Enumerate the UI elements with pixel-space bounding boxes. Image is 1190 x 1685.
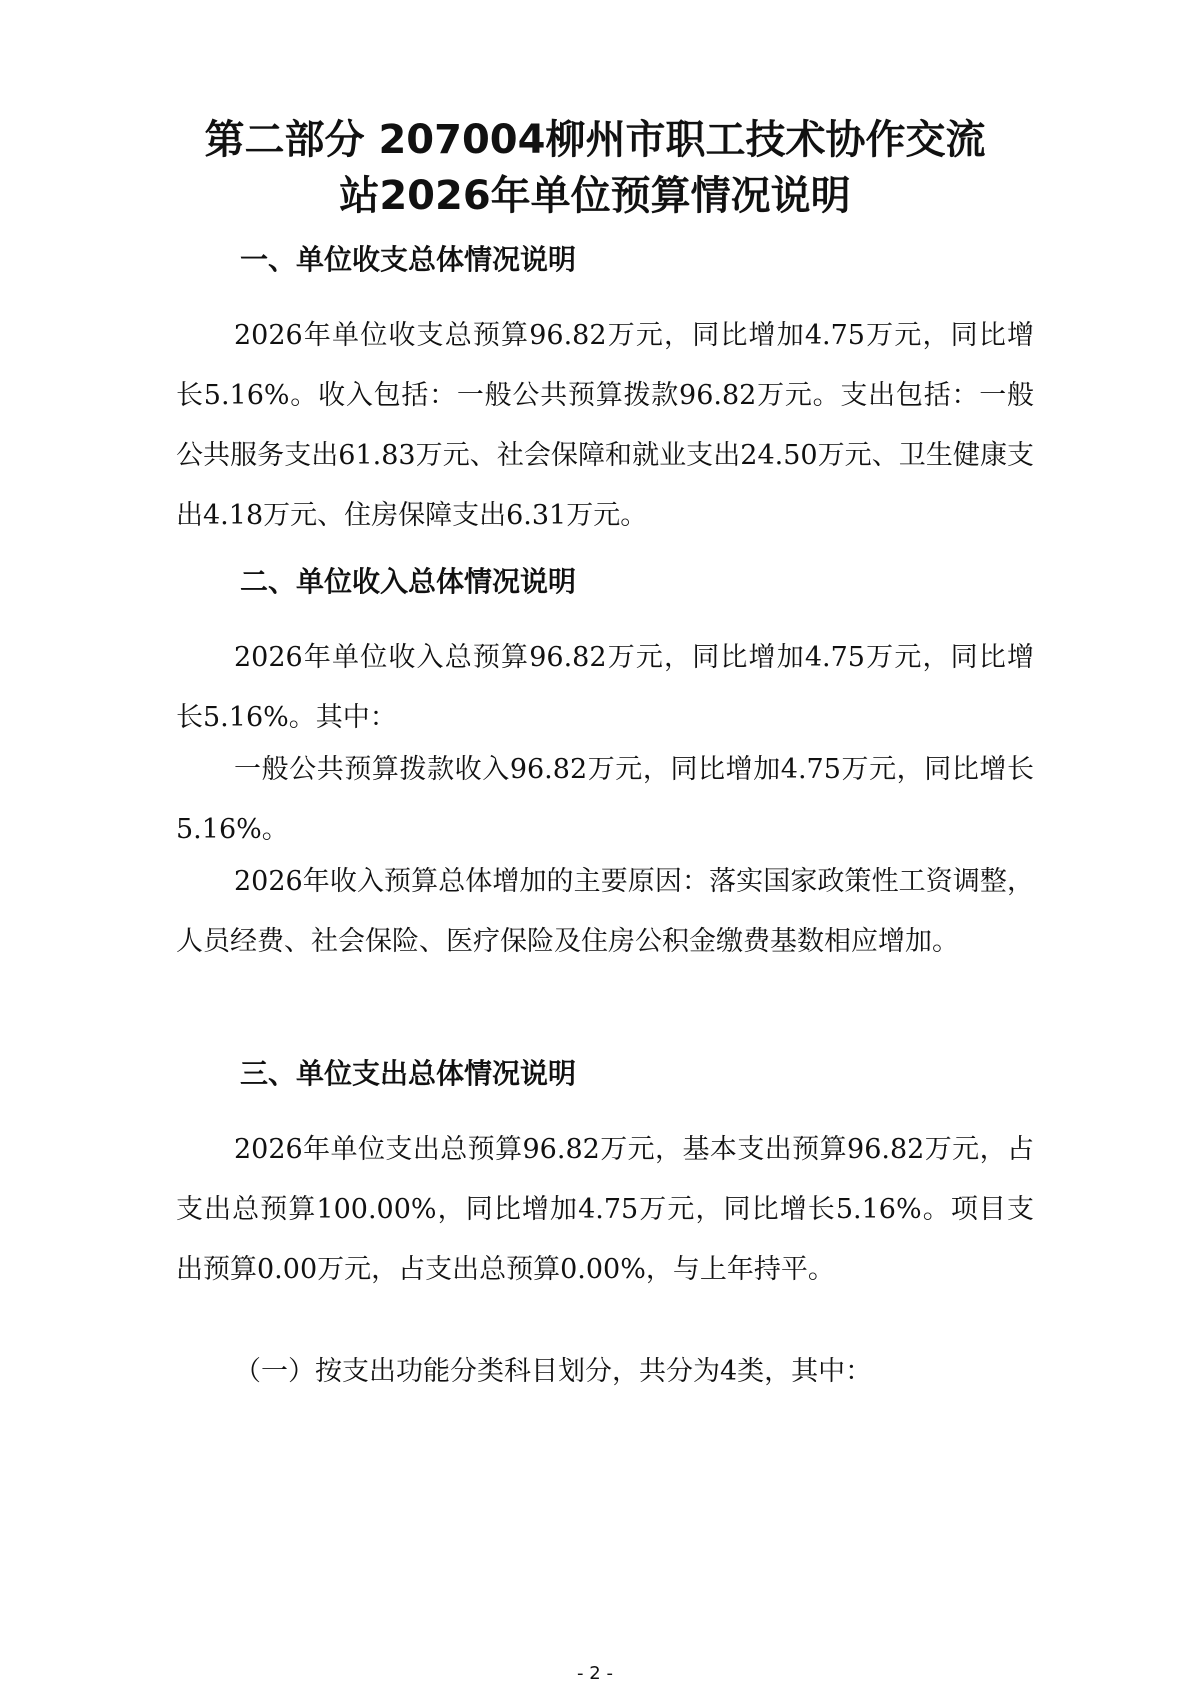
section-2-paragraph-1: 2026年单位收入总预算96.82万元，同比增加4.75万元，同比增长5.16%。其中： [176, 642, 1034, 733]
page-number: - 2 - [577, 1663, 613, 1684]
section-heading-1: 一、单位收支总体情况说明 [240, 243, 577, 276]
section-2-paragraph-3: 2026年收入预算总体增加的主要原因：落实国家政策性工资调整，人员经费、社会保险、医疗保险及住房公积金缴费基数相应增加。 [176, 866, 1034, 957]
section-heading-3: 三、单位支出总体情况说明 [240, 1057, 577, 1090]
section-3-paragraph-1: 2026年单位支出总预算96.82万元，基本支出预算96.82万元，占支出总预算100.00%，同比增加4.75万元，同比增长5.16%。项目支出预算0.00万元，占支出总预算0.00%，与上年持平。 [176, 1134, 1034, 1285]
section-2-paragraph-2: 一般公共预算拨款收入96.82万元，同比增加4.75万元，同比增长5.16%。 [176, 754, 1034, 845]
section-3-subheading: （一）按支出功能分类科目划分，共分为4类，其中： [234, 1356, 873, 1387]
section-heading-2: 二、单位收入总体情况说明 [240, 565, 577, 598]
page-title [150, 112, 1040, 224]
title-line-1: 第二部分 207004柳州市职工技术协作交流 [204, 117, 986, 163]
title-line-2: 站2026年单位预算情况说明 [339, 173, 851, 219]
section-1-paragraph-1: 2026年单位收支总预算96.82万元，同比增加4.75万元，同比增长5.16%。收入包括：一般公共预算拨款96.82万元。支出包括：一般公共服务支出61.83万元、社会保障和就业支出24.50万元、卫生健康支出4.18万元、住房保障支出6.31万元。 [176, 320, 1034, 531]
